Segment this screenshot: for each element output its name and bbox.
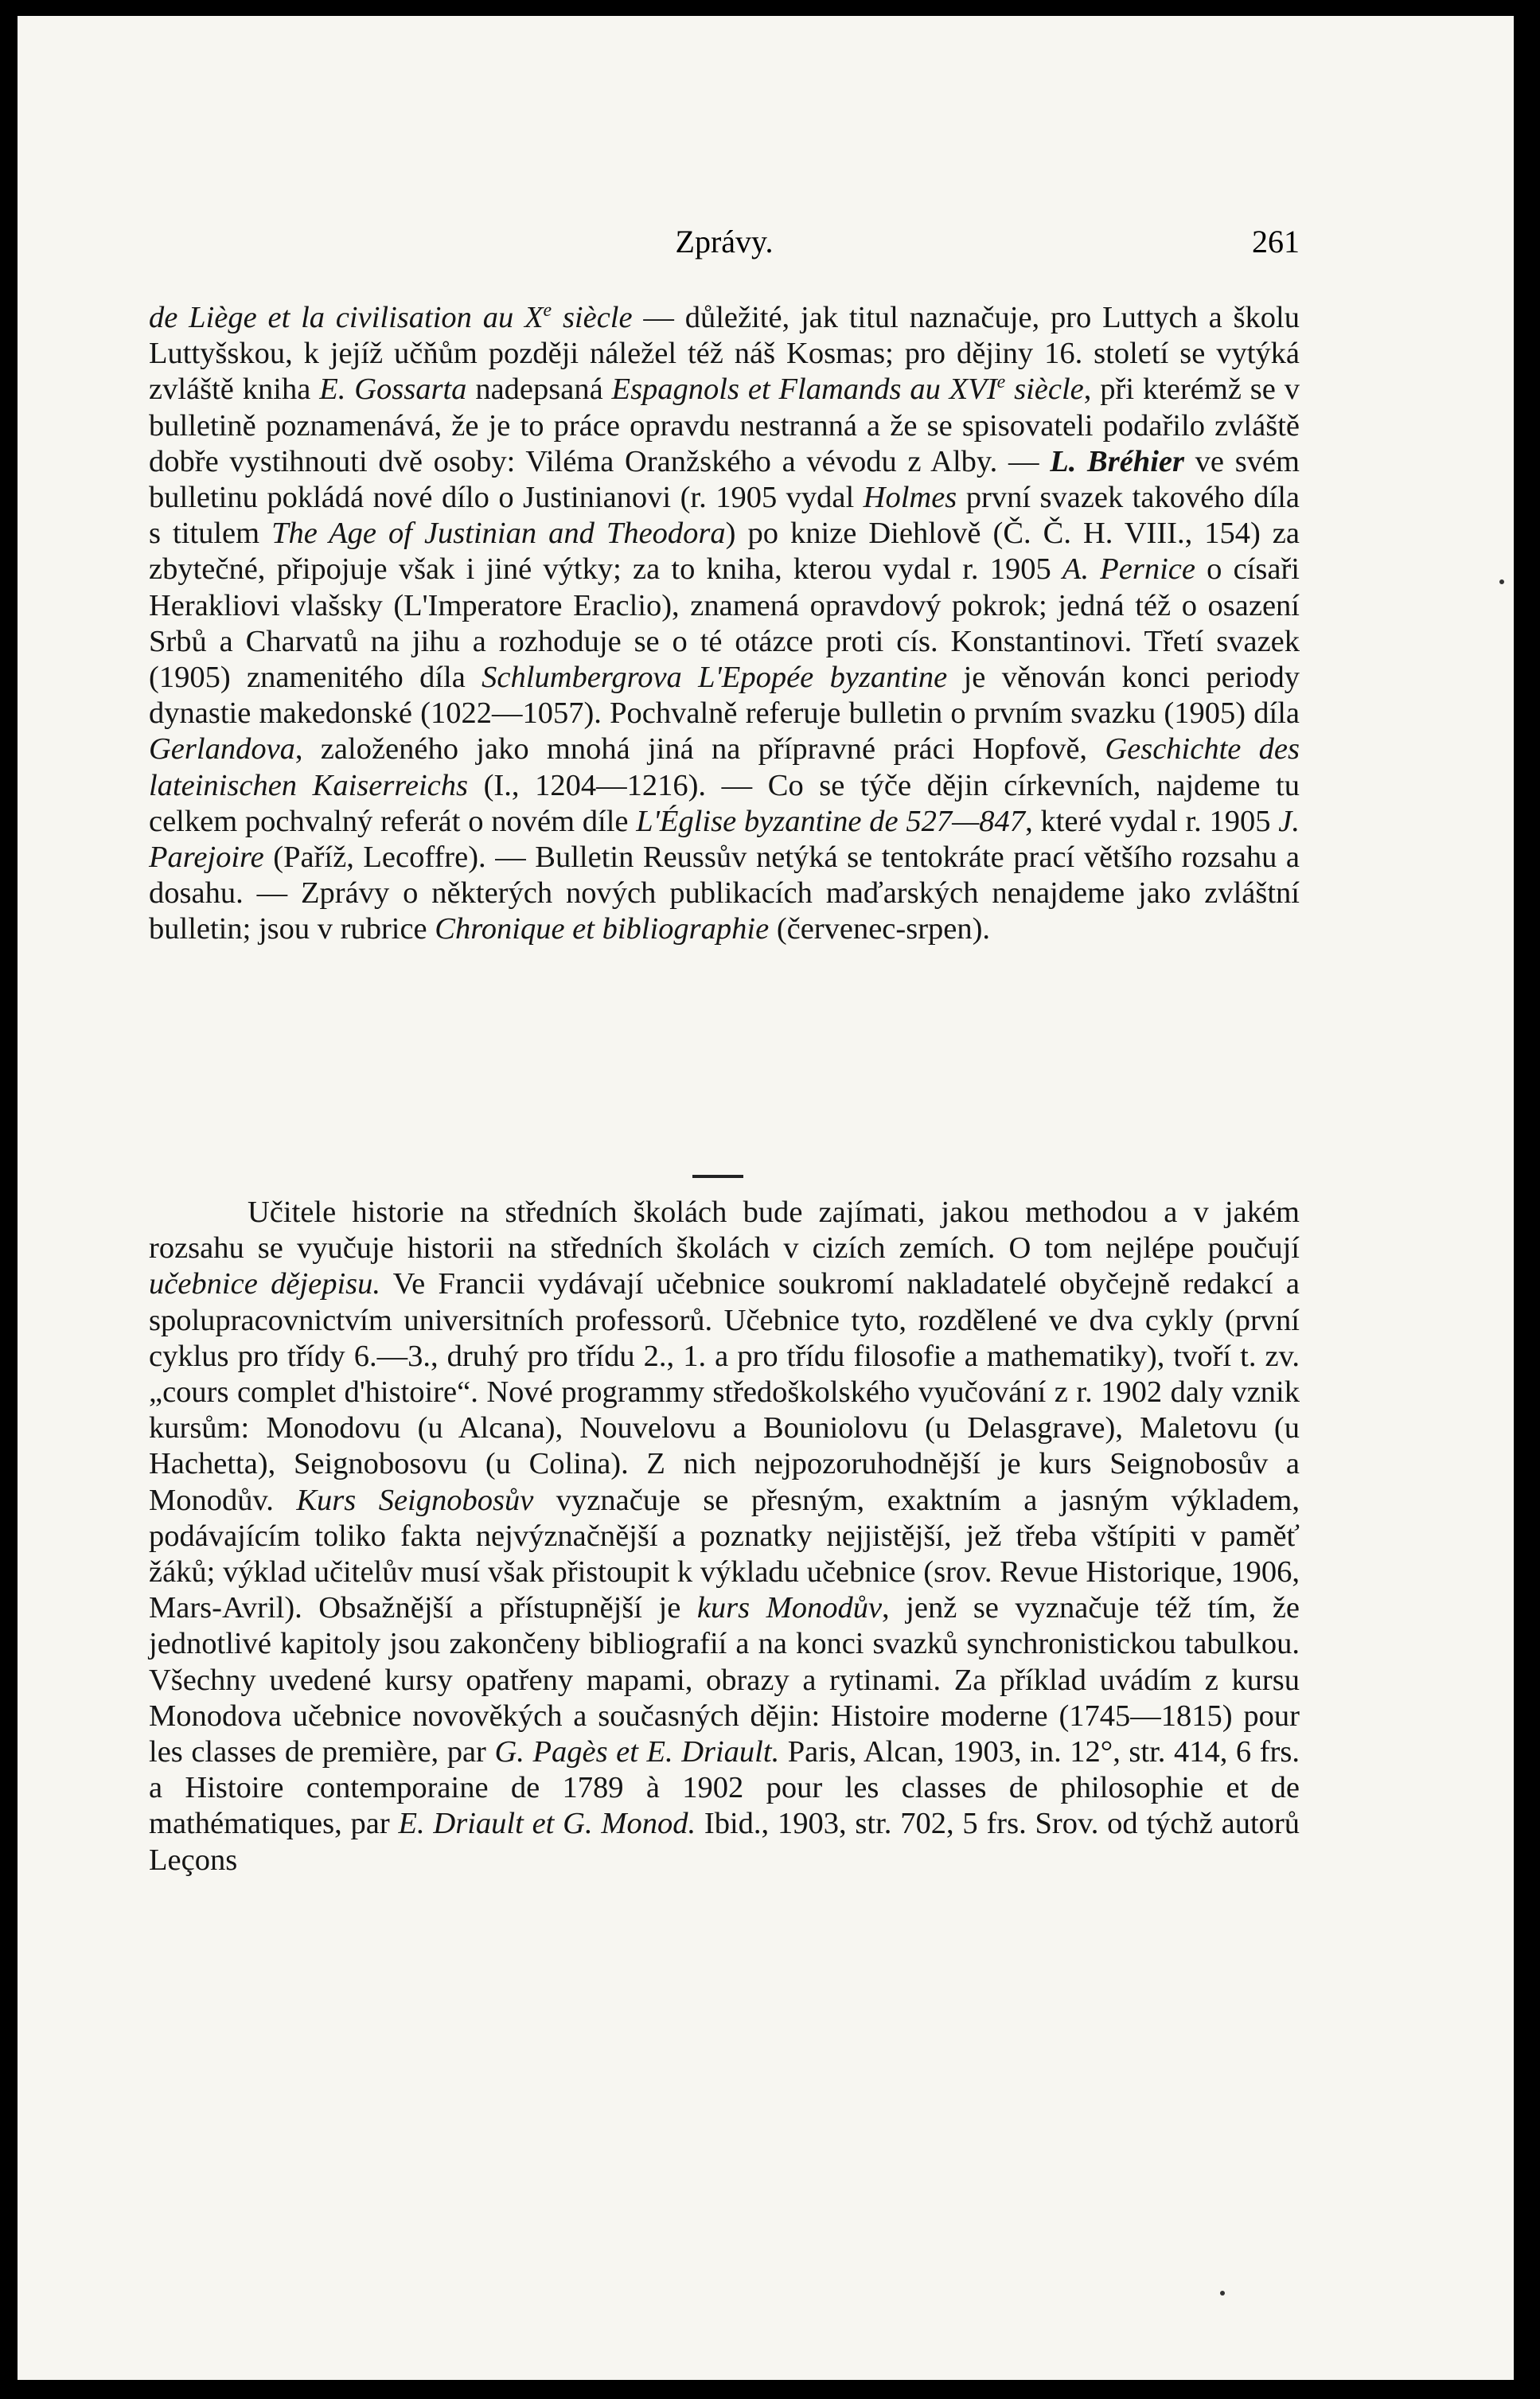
text-segment: Paris, Alcan, 1903, in. 12°, str. 414, 6 frs. a Histoire contemporaine de 1789 à 1902 pour les classes de philosophie et de mathématiques, par bbox=[149, 1735, 1300, 1841]
running-head bbox=[149, 223, 1300, 263]
text-segment: vyznačuje se přesným, exaktním a jasným výkladem, podávajícím toliko fakta nejvýznačnější a poznatky nejjistější, jež třeba vštípiti v paměť žáků; výklad učitelův musí však přistoupit k výkladu učebnice (srov. Revue Historique, 1906, Mars-Avril). Obsažnější a přístupnější je bbox=[149, 1483, 1300, 1625]
text-segment: ve svém bulletinu pokládá nové dílo o Justinianovi (r. 1905 vydal bbox=[149, 444, 1300, 515]
text-segment: učebnice dějepisu. bbox=[149, 1267, 381, 1301]
text-segment: J. Parejoire bbox=[149, 804, 1300, 875]
text-segment: Chronique et bibliographie bbox=[435, 912, 770, 946]
text-segment: Učitele historie na středních školách bude zajímati, jakou methodou a v jakém rozsahu se vyučuje historii na středních školách v cizích zemích. O tom nejlépe poučují bbox=[149, 1196, 1300, 1266]
text-segment: — důležité, jak titul naznačuje, pro Luttych a školu Luttyšskou, k jejíž učňům později náležel též náš Kosmas; pro dějiny 16. století se vytýká zvláště kniha bbox=[149, 301, 1300, 407]
text-segment: siècle bbox=[1005, 373, 1084, 407]
scan-speck bbox=[1499, 579, 1504, 584]
text-segment: The Age of Justinian and Theodora bbox=[271, 517, 726, 551]
page-title: Zprávy. bbox=[675, 224, 774, 259]
section-divider bbox=[692, 1175, 743, 1178]
text-segment: L'Église byzantine de 527—847 bbox=[636, 804, 1026, 838]
text-segment: e bbox=[543, 300, 552, 322]
text-segment: G. Pagès et E. Driault. bbox=[494, 1735, 780, 1769]
text-segment: Schlumbergrova L'Epopée byzantine bbox=[481, 661, 948, 695]
paragraph-history-textbooks bbox=[149, 1195, 1300, 1878]
text-segment: E. Driault et G. Monod. bbox=[398, 1807, 696, 1841]
paragraph-liege-bulletin bbox=[149, 300, 1300, 948]
text-segment: Espagnols et Flamands au XVI bbox=[611, 373, 997, 407]
text-segment: nadepsaná bbox=[466, 373, 612, 407]
text-segment: , jenž se vyznačuje též tím, že jednotlivé kapitoly jsou zakončeny bibliografií a na konci svazků synchronistickou tabulkou. Všechny uvedené kursy opatřeny mapami, obrazy a rytinami. Za příklad uvádím z kursu Monodova učebnice novověkých a současných dějin: Histoire moderne (1745—1815) pour les classes de première, par bbox=[149, 1591, 1300, 1769]
scan-speck bbox=[1220, 2291, 1225, 2296]
text-segment: (červenec-srpen). bbox=[769, 912, 991, 946]
text-segment: Ve Francii vydávají učebnice soukromí nakladatelé obyčejně redakcí a spolupracovnictvím universitních professorů. Učebnice tyto, rozdělené ve dva cykly (první cyklus pro třídy 6.—3., druhý pro třídu 2., 1. a pro třídu filosofie a mathematiky), tvoří t. zv. „cours complet d'histoire“. Nové programmy středoškolského vyučování z r. 1902 daly vznik kursům: Monodovu (u Alcana), Nouvelovu a Bouniolovu (u Delasgrave), Maletovu (u Hachetta), Seignobosovu (u Colina). Z nich nejpozoruhodnější je kurs Seignobosův a Monodův. bbox=[149, 1267, 1300, 1517]
text-segment: A. Pernice bbox=[1062, 552, 1195, 587]
text-segment: siècle bbox=[552, 301, 633, 334]
text-segment: (I., 1204—1216). — Co se týče dějin církevních, najdeme tu celkem pochvalný referát o novém díle bbox=[149, 768, 1300, 838]
text-segment: kurs Monodův bbox=[696, 1591, 883, 1625]
text-segment: de Liège et la civilisation au X bbox=[149, 301, 544, 334]
text-segment: , při kterémž se v bulletině poznamenává, že je to práce opravdu nestranná a že se spisovateli podařilo zvláště dobře vystihnouti dvě osoby: Viléma Oranžského a vévodu z Alby. — bbox=[149, 373, 1300, 478]
text-segment: (Paříž, Lecoffre). — Bulletin Reussův netýká se tentokráte prací většího rozsahu a dosahu. — Zprávy o některých nových publikacích maďarských nenajdeme jako zvláštní bulletin; jsou v rubrice bbox=[149, 841, 1300, 946]
text-segment: ) po knize Diehlově (Č. Č. H. VIII., 154) za zbytečné, připojuje však i jiné výtky; za to kniha, kterou vydal r. 1905 bbox=[149, 517, 1300, 587]
text-segment: Ibid., 1903, str. 702, 5 frs. Srov. od týchž autorů Leçons bbox=[149, 1807, 1300, 1877]
text-segment: Gerlandova bbox=[149, 732, 295, 767]
text-segment: první svazek takového díla s titulem bbox=[149, 481, 1300, 551]
text-segment: Kurs Seignobosův bbox=[296, 1483, 534, 1517]
page-number: 261 bbox=[1252, 224, 1300, 259]
text-segment: o císaři Herakliovi vlašsky (L'Imperatore Eraclio), znamená opravdový pokrok; jedná též o osazení Srbů a Charvatů na jihu a rozhoduje se o té otázce proti cís. Konstantinovi. Třetí svazek (1905) znamenitého díla bbox=[149, 552, 1300, 695]
text-segment: je věnován konci periody dynastie makedonské (1022—1057). Pochvalně referuje bulletin o prvním svazku (1905) díla bbox=[149, 661, 1300, 731]
text-segment: Holmes bbox=[863, 481, 957, 515]
text-segment: , které vydal r. 1905 bbox=[1025, 804, 1279, 838]
text-segment: L. Bréhier bbox=[1050, 444, 1184, 478]
text-segment: Geschichte des lateinischen Kaiserreichs bbox=[149, 732, 1300, 802]
text-segment: e bbox=[996, 372, 1006, 393]
text-segment: E. Gossarta bbox=[319, 373, 467, 407]
text-segment: , založeného jako mnohá jiná na přípravné práci Hopfově, bbox=[294, 732, 1105, 767]
